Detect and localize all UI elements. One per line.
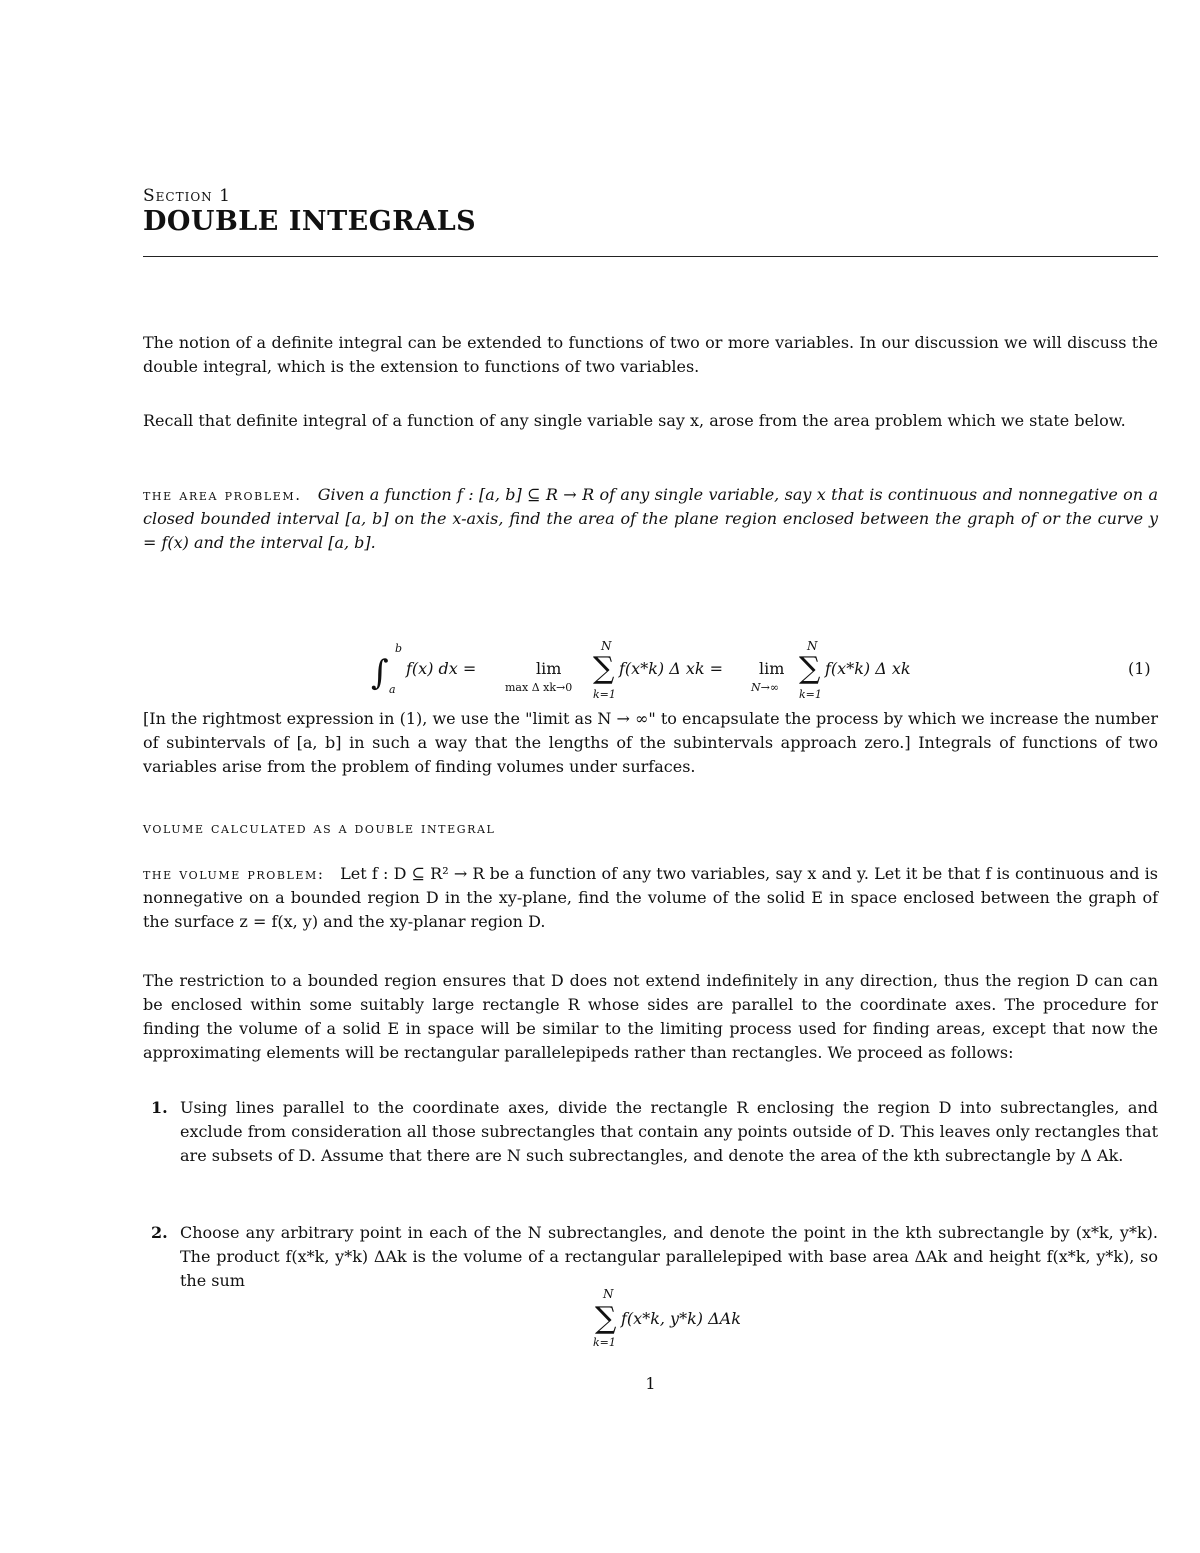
title-rule bbox=[143, 256, 1158, 257]
sum-display-svg bbox=[143, 1284, 1158, 1354]
limit-2: lim bbox=[759, 659, 785, 678]
intro-paragraph-1: The notion of a definite integral can be extended to functions of two or more variables. In our discussion we will discuss the double integral, which is the extension to functions of two variables. bbox=[143, 333, 1158, 376]
sum-display-top: N bbox=[603, 1287, 614, 1301]
integral-sign: ∫ bbox=[371, 653, 389, 693]
area-problem-paragraph bbox=[143, 483, 1158, 555]
volume-problem-text: Let f : D ⊆ R² → R be a function of any two variables, say x and y. Let it be that f is continuous and is nonnegative on a bounded region D in the xy-plane, find the volume of the solid E in space enclosed between the graph of the surface z = f(x, y) and the xy-planar region D. bbox=[143, 864, 1158, 931]
equation-1-svg bbox=[143, 636, 1158, 708]
term-2: f(x*k) Δ xk bbox=[825, 659, 911, 678]
sum-display bbox=[143, 1284, 1158, 1354]
volume-problem-paragraph bbox=[143, 862, 1158, 934]
sum-1-sigma: ∑ bbox=[593, 651, 615, 686]
term-1: f(x*k) Δ xk = bbox=[619, 659, 724, 678]
lower-limit: a bbox=[389, 683, 396, 696]
limit-1: lim bbox=[536, 659, 562, 678]
sum-1-bottom: k=1 bbox=[593, 688, 616, 701]
sum-display-sigma: ∑ bbox=[595, 1301, 617, 1336]
limit-1-subscript: max Δ xk→0 bbox=[505, 681, 573, 694]
sum-2-bottom: k=1 bbox=[799, 688, 822, 701]
sum-display-term: f(x*k, y*k) ΔAk bbox=[621, 1309, 741, 1328]
area-problem-text: Given a function f : [a, b] ⊆ R → R of any single variable, say x that is continuous and nonnegative on a closed bounded interval [a, b] on the x-axis, find the area of the plane region enclosed between the graph of or the curve y = f(x) and the interval [a, b]. bbox=[143, 485, 1158, 552]
section-label: Section 1 bbox=[143, 186, 231, 206]
sum-1-top: N bbox=[601, 639, 612, 653]
list-item-1-number: 1. bbox=[151, 1098, 168, 1117]
integrand: f(x) dx = bbox=[406, 659, 477, 678]
volume-problem-heading: the volume problem: bbox=[143, 865, 325, 883]
upper-limit: b bbox=[395, 642, 403, 655]
sum-2-top: N bbox=[807, 639, 818, 653]
page-title: DOUBLE INTEGRALS bbox=[143, 206, 477, 237]
limit-2-subscript: N→∞ bbox=[751, 681, 780, 694]
restriction-paragraph: The restriction to a bounded region ensures that D does not extend indefinitely in any direction, thus the region D can can be enclosed within some suitably large rectangle R whose sides are parallel to the coordinate axes. The procedure for finding the volume of a solid E in space will be similar to the limiting process used for finding areas, except that now the approximating elements will be rectangular parallelepipeds rather than rectangles. We proceed as follows: bbox=[143, 971, 1158, 1062]
sum-display-bottom: k=1 bbox=[593, 1336, 616, 1349]
list-item-2-number: 2. bbox=[151, 1223, 168, 1242]
area-problem-heading: the area problem. bbox=[143, 486, 302, 504]
equation-1 bbox=[143, 636, 1158, 706]
volume-heading: volume calculated as a double integral bbox=[143, 819, 496, 837]
equation-number: (1) bbox=[1128, 659, 1151, 678]
page-number: 1 bbox=[645, 1374, 656, 1393]
sum-2-sigma: ∑ bbox=[799, 651, 821, 686]
after-equation-paragraph: [In the rightmost expression in (1), we use the "limit as N → ∞" to encapsulate the process by which we increase the number of subintervals of [a, b] in such a way that the lengths of the subintervals approach zero.] Integrals of functions of two variables arise from the problem of finding volumes under surfaces. bbox=[143, 709, 1158, 776]
list-item-1-text: Using lines parallel to the coordinate axes, divide the rectangle R enclosing the region D into subrectangles, and exclude from consideration all those subrectangles that contain any points outside of D. This leaves only rectangles that are subsets of D. Assume that there are N such subrectangles, and denote the area of the kth subrectangle by Δ Ak. bbox=[180, 1098, 1158, 1165]
intro-paragraph-2: Recall that definite integral of a function of any single variable say x, arose from the area problem which we state below. bbox=[143, 411, 1126, 430]
list-item-2-text: Choose any arbitrary point in each of the N subrectangles, and denote the point in the kth subrectangle by (x*k, y*k). The product f(x*k, y*k) ΔAk is the volume of a rectangular parallelepiped with base area ΔAk and height f(x*k, y*k), so the sum bbox=[180, 1223, 1158, 1290]
